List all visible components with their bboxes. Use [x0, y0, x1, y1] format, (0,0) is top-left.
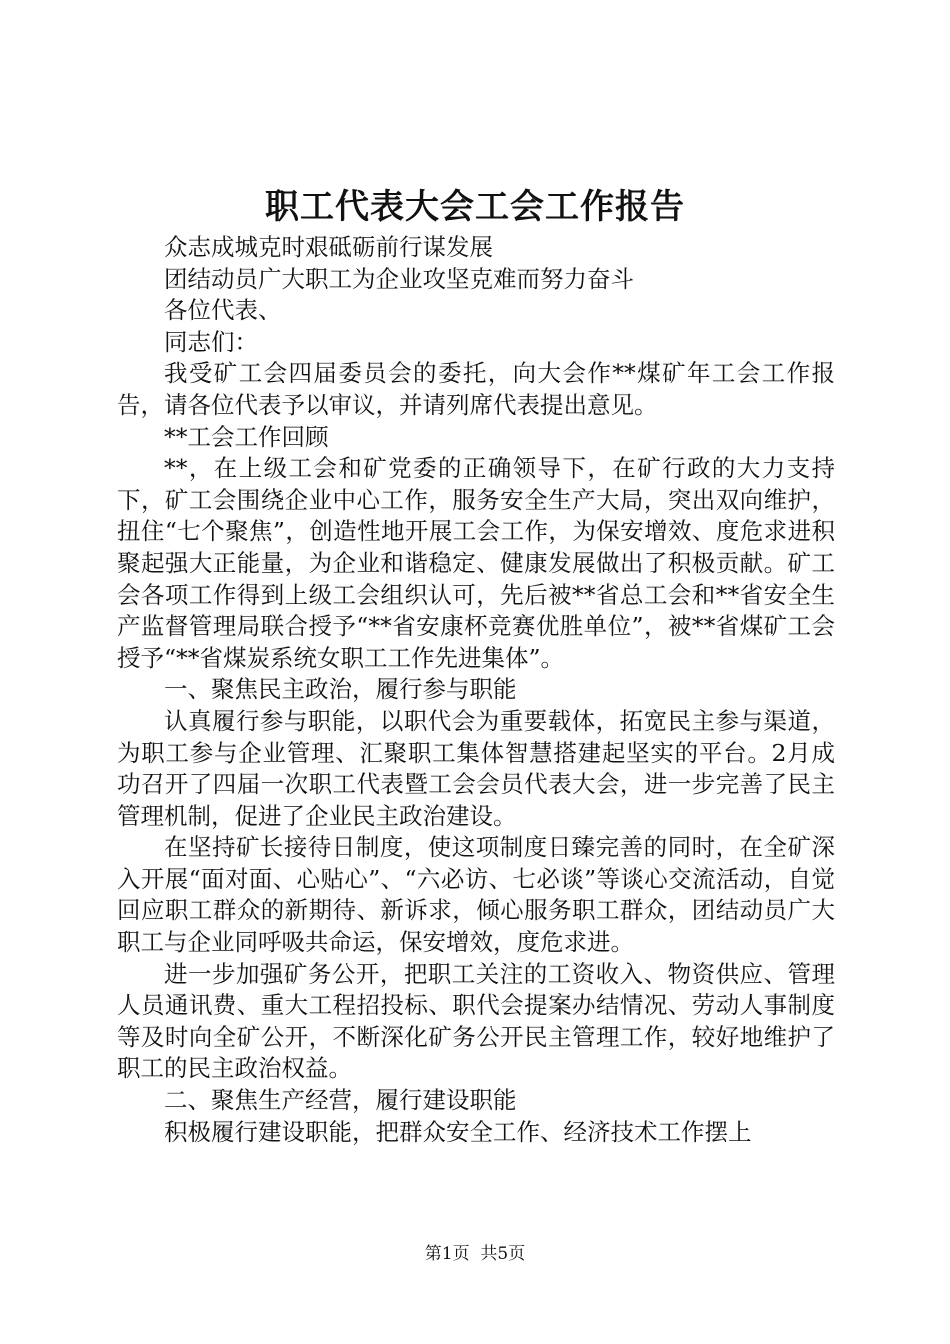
review-paragraph: **，在上级工会和矿党委的正确领导下，在矿行政的大力支持下，矿工会围绕企业中心工作，服务安全生产大局，突出双向维护，扭住“七个聚焦”，创造性地开展工会工作，为保安增效、度危求进积聚起强大正能量，为企业和谐稳定、健康发展做出了积极贡献。矿工会各项工作得到上级工会组织认可，先后被**省总工会和**省安全生产监督管理局联合授予“**省安康杯竞赛优胜单位”，被**省煤矿工会授予“**省煤炭系统女职工工作先进集体”。: [117, 454, 835, 672]
slogan-line-2: 团结动员广大职工为企业攻坚克难而努力奋斗: [164, 264, 634, 293]
intro-paragraph: 我受矿工会四届委员会的委托，向大会作**煤矿年工会工作报告，请各位代表予以审议，并请列席代表提出意见。: [117, 359, 835, 419]
section-heading-production: 二、聚焦生产经营，履行建设职能: [164, 1086, 517, 1115]
document-body: [117, 232, 835, 1148]
page-total: 共5页: [480, 1244, 526, 1264]
slogan-line-1: 众志成城克时艰砥砺前行谋发展: [164, 233, 493, 261]
footer-separator: [470, 1244, 481, 1264]
democracy-paragraph-1: 认真履行参与职能，以职代会为重要载体，拓宽民主参与渠道，为职工参与企业管理、汇聚职工集体智慧搭建起坚实的平台。2月成功召开了四届一次职工代表暨工会会员代表大会，进一步完善了民主管理机制，促进了企业民主政治建设。: [117, 706, 835, 830]
democracy-paragraph-3: 进一步加强矿务公开，把职工关注的工资收入、物资供应、管理人员通讯费、重大工程招投标、职代会提案办结情况、劳动人事制度等及时向全矿公开，不断深化矿务公开民主管理工作，较好地维护了职工的民主政治权益。: [117, 959, 835, 1083]
production-paragraph-1: 积极履行建设职能，把群众安全工作、经济技术工作摆上: [164, 1117, 752, 1146]
salutation-delegates: 各位代表、: [164, 296, 282, 325]
page-number: 第1页: [424, 1244, 470, 1264]
page-footer: [0, 1242, 950, 1266]
document-title: 职工代表大会工会工作报告: [265, 187, 685, 227]
section-heading-democracy: 一、聚焦民主政治，履行参与职能: [164, 675, 517, 704]
democracy-paragraph-2: 在坚持矿长接待日制度，使这项制度日臻完善的同时，在全矿深入开展“面对面、心贴心”、“六必访、七必谈”等谈心交流活动，自觉回应职工群众的新期待、新诉求，倾心服务职工群众，团结动员广大职工与企业同呼吸共命运，保安增效，度危求进。: [117, 833, 835, 957]
section-heading-review: **工会工作回顾: [164, 422, 329, 451]
salutation-comrades: 同志们：: [164, 327, 258, 356]
